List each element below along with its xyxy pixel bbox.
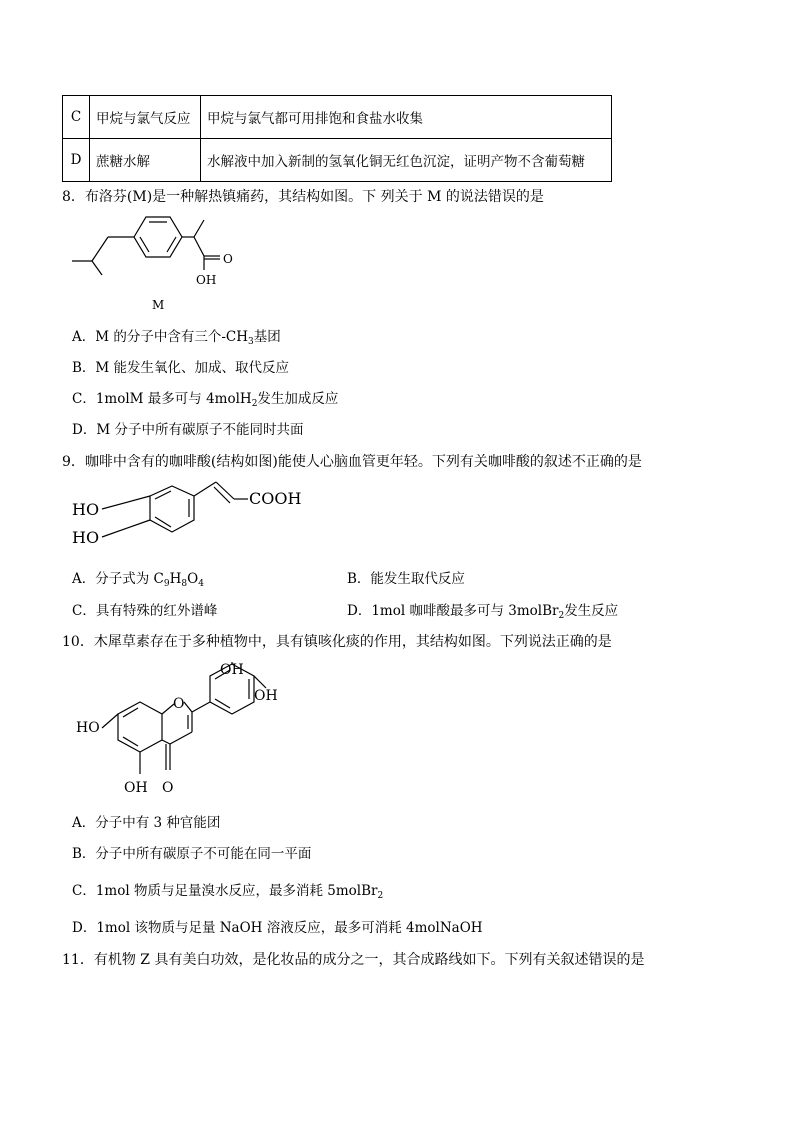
row-label: D (63, 139, 90, 182)
table-row (63, 96, 612, 139)
molecule-label: M (152, 298, 165, 312)
q8-option-d: D．M 分子中所有碳原子不能同时共面 (72, 422, 304, 438)
row-conclusion: 甲烷与氯气都可用排饱和食盐水收集 (201, 96, 612, 139)
row-conclusion: 水解液中加入新制的氢氧化铜无红色沉淀，证明产物不含葡萄糖 (201, 139, 612, 182)
carboxyl-label: COOH (249, 489, 302, 508)
carbonyl-o-label: O (162, 780, 174, 796)
hydroxyl-label: OH (124, 780, 148, 796)
q10-stem: 10．木犀草素存在于多种植物中，具有镇咳化痰的作用，其结构如图。下列说法正确的是 (62, 634, 612, 650)
hydroxyl-label: HO (76, 720, 100, 736)
table-row (63, 139, 612, 182)
ring-oxygen-label: O (173, 696, 185, 712)
row-experiment: 甲烷与氯气反应 (90, 96, 201, 139)
q8-option-b: B．M 能发生氧化、加成、取代反应 (72, 360, 290, 376)
hydroxyl-label: OH (220, 662, 244, 678)
q9-option-b: B．能发生取代反应 (347, 571, 465, 587)
hydroxyl-label: OH (196, 273, 217, 287)
hydroxyl-label: HO (72, 500, 100, 519)
q10-option-b: B．分子中所有碳原子不可能在同一平面 (72, 846, 312, 862)
hydroxyl-label: OH (254, 688, 278, 704)
luteolin-structure (70, 662, 300, 802)
q9-option-d: D．1mol 咖啡酸最多可与 3molBr$_2$发生反应 (347, 603, 619, 621)
answer-table (62, 95, 612, 182)
q9-option-a: A．分子式为 $C_9H_8O_4$ (72, 571, 204, 589)
q10-option-a: A．分子中有 3 种官能团 (72, 815, 221, 831)
ibuprofen-structure (64, 212, 264, 312)
q11-stem: 11．有机物 Z 具有美白功效，是化妆品的成分之一，其合成路线如下。下列有关叙述错误的是 (62, 952, 645, 968)
q10-option-c: C．1mol 物质与足量溴水反应，最多消耗 5molBr$_2$ (72, 883, 384, 901)
q9-stem: 9．咖啡中含有的咖啡酸(结构如图)能使人心脑血管更年轻。下列有关咖啡酸的叙述不正确的是 (62, 454, 642, 470)
q8-option-a: A．M 的分子中含有三个$-CH_3$基团 (72, 329, 281, 347)
carbonyl-o-label: O (223, 252, 233, 266)
q8-option-c: C．1molM 最多可与 4molH$_2$发生加成反应 (72, 391, 339, 409)
row-label: C (63, 96, 90, 139)
q8-stem: 8．布洛芬(M)是一种解热镇痛药，其结构如图。下 列关于 M 的说法错误的是 (62, 189, 544, 205)
row-experiment: 蔗糖水解 (90, 139, 201, 182)
q9-option-c: C．具有特殊的红外谱峰 (72, 603, 218, 619)
q10-option-d: D．1mol 该物质与足量 NaOH 溶液反应，最多可消耗 4molNaOH (72, 920, 483, 936)
hydroxyl-label: HO (72, 528, 100, 547)
caffeic-acid-structure (66, 480, 326, 558)
